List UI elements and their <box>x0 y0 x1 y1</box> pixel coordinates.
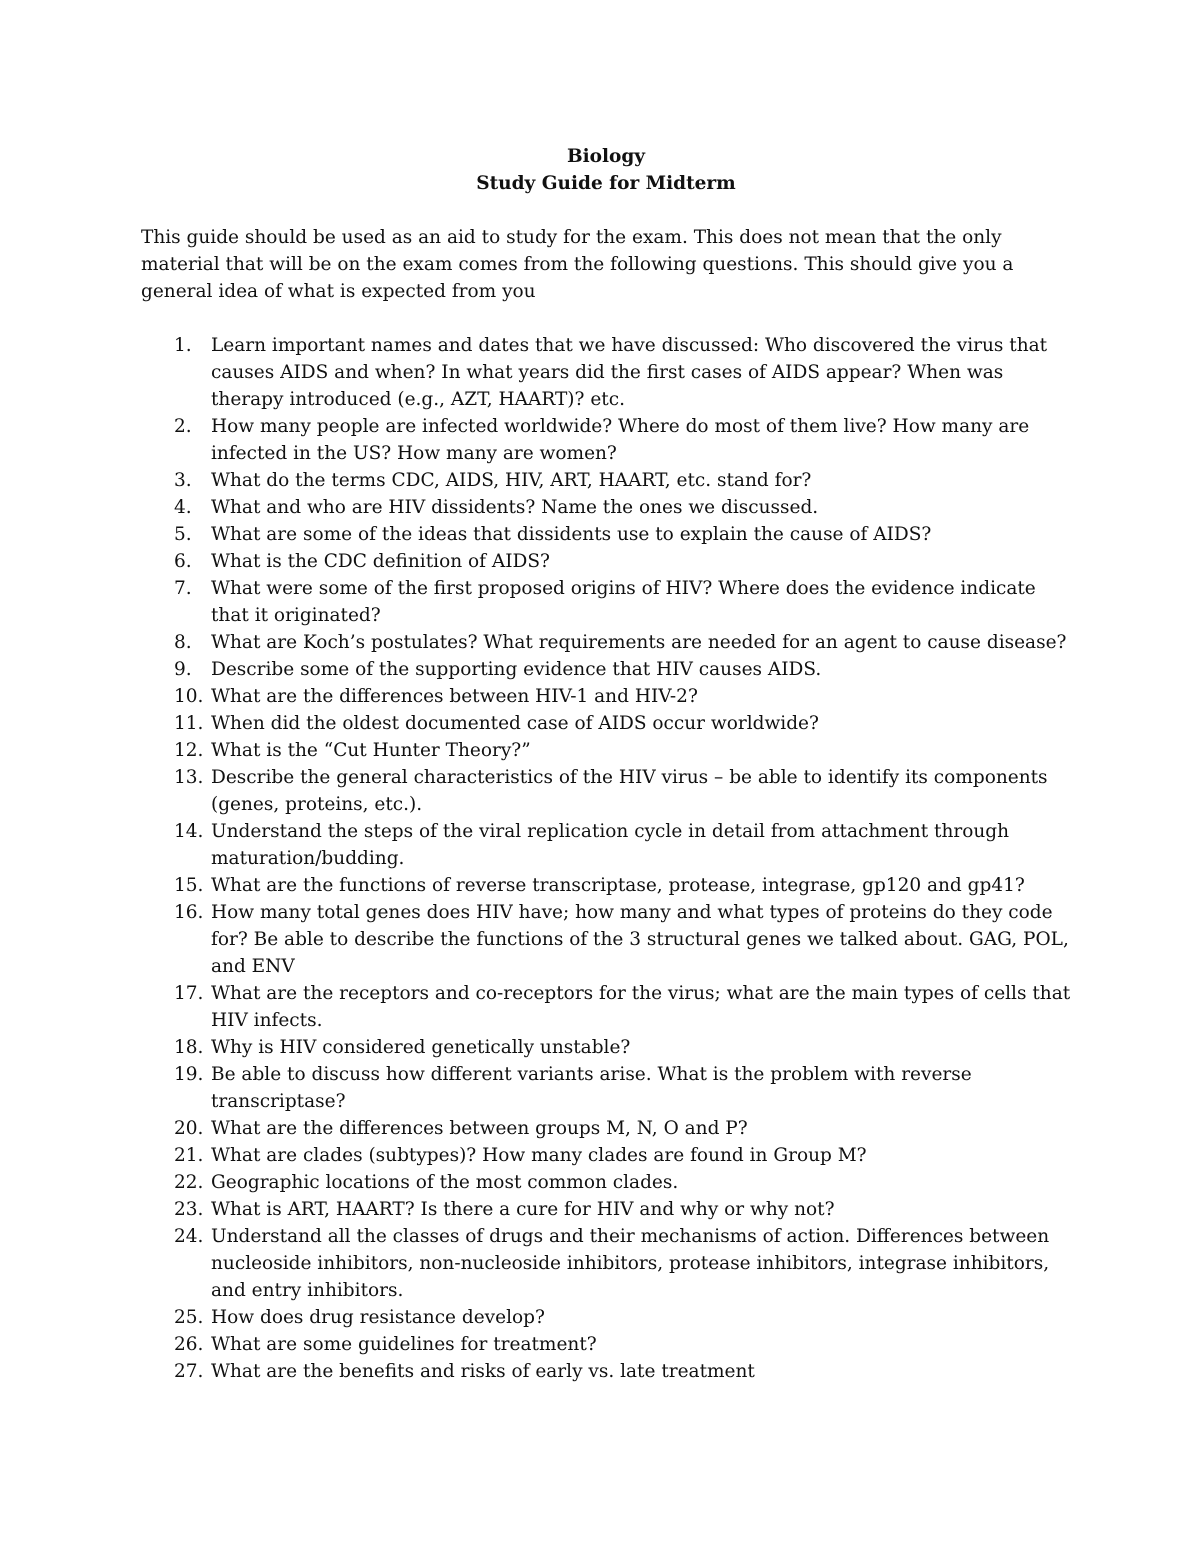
question-number: 6. <box>174 551 192 572</box>
question-item <box>141 656 1071 683</box>
question-number: 7. <box>174 578 192 599</box>
question-text: Geographic locations of the most common clades. <box>211 1172 679 1193</box>
question-number: 16. <box>174 902 204 923</box>
question-item <box>141 332 1071 413</box>
question-number: 13. <box>174 767 204 788</box>
question-text: What and who are HIV dissidents? Name the ones we discussed. <box>211 497 819 518</box>
question-item <box>141 494 1071 521</box>
question-item <box>141 467 1071 494</box>
question-number: 21. <box>174 1145 204 1166</box>
question-item <box>141 683 1071 710</box>
document-content <box>141 143 1071 1385</box>
question-text: What do the terms CDC, AIDS, HIV, ART, HAART, etc. stand for? <box>211 470 812 491</box>
question-item <box>141 1196 1071 1223</box>
question-item <box>141 818 1071 872</box>
question-text: What is the CDC definition of AIDS? <box>211 551 550 572</box>
question-item <box>141 521 1071 548</box>
question-text: What is ART, HAART? Is there a cure for HIV and why or why not? <box>211 1199 835 1220</box>
question-text: Why is HIV considered genetically unstable? <box>211 1037 631 1058</box>
page-title: Biology <box>566 146 646 167</box>
question-item <box>141 1304 1071 1331</box>
question-item <box>141 710 1071 737</box>
question-text: Understand the steps of the viral replication cycle in detail from attachment through maturation/budding. <box>211 821 1010 869</box>
page-subtitle: Study Guide for Midterm <box>476 173 736 194</box>
question-item <box>141 1169 1071 1196</box>
question-text: Be able to discuss how different variants arise. What is the problem with reverse transcriptase? <box>211 1064 972 1112</box>
question-text: How many total genes does HIV have; how many and what types of proteins do they code for? Be able to describe the functions of the 3 structural genes we talked about. GAG, POL, and ENV <box>211 902 1069 977</box>
question-item <box>141 899 1071 980</box>
question-item <box>141 1223 1071 1304</box>
question-text: What is the “Cut Hunter Theory?” <box>211 740 531 761</box>
question-number: 14. <box>174 821 204 842</box>
question-number: 11. <box>174 713 204 734</box>
question-item <box>141 872 1071 899</box>
intro-paragraph: This guide should be used as an aid to study for the exam. This does not mean that the only material that will be on the exam comes from the following questions. This should give you a general idea of what is expected from you <box>141 227 1014 302</box>
question-item <box>141 1358 1071 1385</box>
question-number: 8. <box>174 632 192 653</box>
question-number: 18. <box>174 1037 204 1058</box>
question-text: What are Koch’s postulates? What requirements are needed for an agent to cause disease? <box>211 632 1067 653</box>
question-number: 25. <box>174 1307 204 1328</box>
question-text: Understand all the classes of drugs and their mechanisms of action. Differences between nucleoside inhibitors, non-nucleoside inhibitors, protease inhibitors, integrase inhibitors, and entry inhibitors. <box>211 1226 1050 1301</box>
question-number: 9. <box>174 659 192 680</box>
question-item <box>141 548 1071 575</box>
question-text: What are the differences between HIV-1 and HIV-2? <box>211 686 698 707</box>
question-item <box>141 629 1071 656</box>
question-text: What are clades (subtypes)? How many clades are found in Group M? <box>211 1145 867 1166</box>
question-number: 5. <box>174 524 192 545</box>
question-text: Describe some of the supporting evidence that HIV causes AIDS. <box>211 659 822 680</box>
question-item <box>141 1115 1071 1142</box>
question-number: 27. <box>174 1361 204 1382</box>
question-number: 15. <box>174 875 204 896</box>
question-text: What were some of the first proposed origins of HIV? Where does the evidence indicate that it originated? <box>211 578 1036 626</box>
question-text: What are the benefits and risks of early vs. late treatment <box>211 1361 755 1382</box>
question-item <box>141 1142 1071 1169</box>
question-text: What are some of the ideas that dissidents use to explain the cause of AIDS? <box>211 524 932 545</box>
question-item <box>141 764 1071 818</box>
question-number: 12. <box>174 740 204 761</box>
question-number: 22. <box>174 1172 204 1193</box>
question-text: How many people are infected worldwide? Where do most of them live? How many are infected in the US? How many are women? <box>211 416 1030 464</box>
question-number: 24. <box>174 1226 204 1247</box>
question-item <box>141 1061 1071 1115</box>
question-number: 20. <box>174 1118 204 1139</box>
question-number: 23. <box>174 1199 204 1220</box>
question-number: 17. <box>174 983 204 1004</box>
question-number: 1. <box>174 335 192 356</box>
question-item <box>141 575 1071 629</box>
question-list <box>141 332 1071 1385</box>
question-text: What are the differences between groups M, N, O and P? <box>211 1118 748 1139</box>
question-item <box>141 1034 1071 1061</box>
question-number: 3. <box>174 470 192 491</box>
question-text: Describe the general characteristics of the HIV virus – be able to identify its components (genes, proteins, etc.). <box>211 767 1048 815</box>
question-text: When did the oldest documented case of AIDS occur worldwide? <box>211 713 819 734</box>
question-item <box>141 980 1071 1034</box>
question-number: 10. <box>174 686 204 707</box>
question-number: 4. <box>174 497 192 518</box>
question-item <box>141 737 1071 764</box>
question-text: What are some guidelines for treatment? <box>211 1334 597 1355</box>
question-number: 19. <box>174 1064 204 1085</box>
question-number: 2. <box>174 416 192 437</box>
question-item <box>141 413 1071 467</box>
question-text: What are the receptors and co-receptors for the virus; what are the main types of cells that HIV infects. <box>211 983 1071 1031</box>
question-number: 26. <box>174 1334 204 1355</box>
question-text: Learn important names and dates that we have discussed: Who discovered the virus that causes AIDS and when? In what years did the first cases of AIDS appear? When was therapy introduced (e.g., AZT, HAART)? etc. <box>211 335 1048 410</box>
question-text: How does drug resistance develop? <box>211 1307 545 1328</box>
question-item <box>141 1331 1071 1358</box>
question-text: What are the functions of reverse transcriptase, protease, integrase, gp120 and gp41? <box>211 875 1025 896</box>
